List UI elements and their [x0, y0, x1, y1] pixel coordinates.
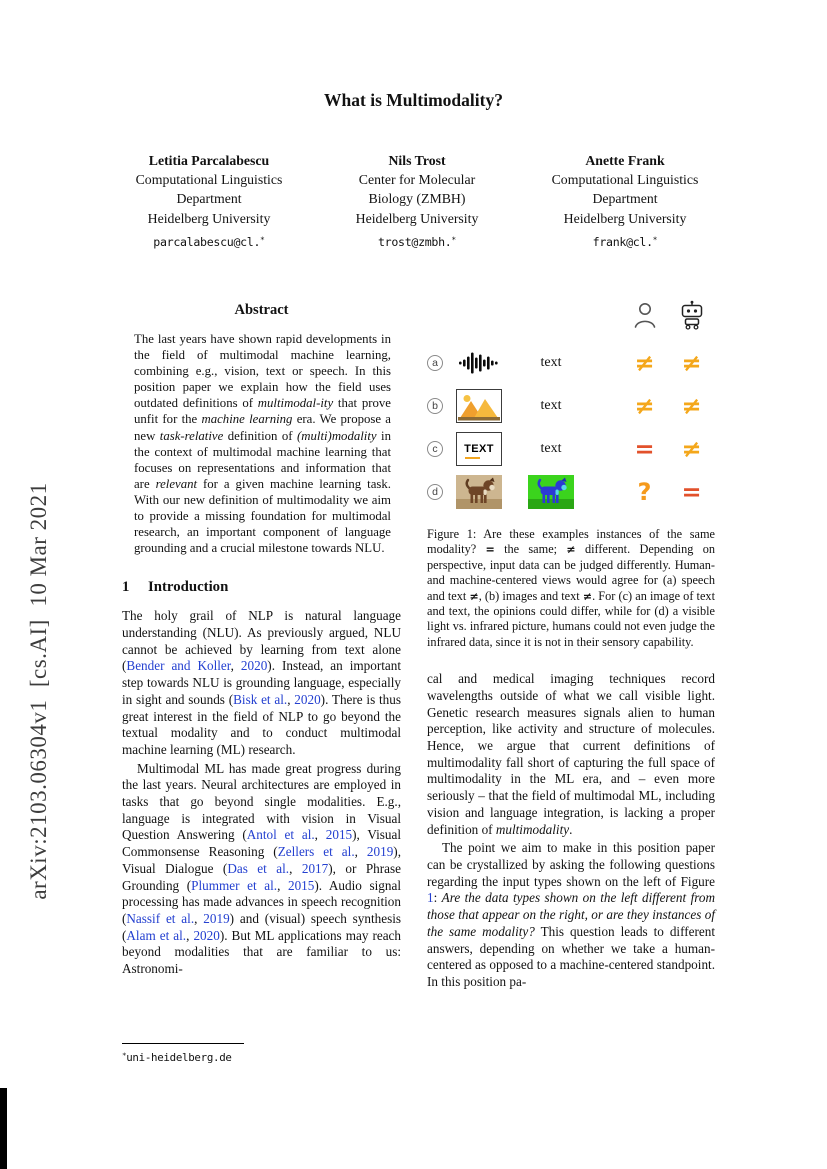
text-segment: ,: [289, 860, 302, 876]
citation-link[interactable]: 2020: [240, 658, 268, 674]
author-block-1: [105, 151, 313, 252]
text-segment: ) and (visual) speech synthesis (: [122, 910, 402, 943]
abstract-heading: Abstract: [234, 302, 289, 318]
text-in-image: TEXT: [464, 443, 494, 455]
author-affiliation-line: Computational Linguistics: [135, 172, 283, 188]
citation-link[interactable]: Zellers et al.: [277, 844, 355, 860]
citation-link[interactable]: 2020: [294, 691, 321, 707]
citation-link[interactable]: Alam et al.: [126, 927, 187, 943]
citation-link[interactable]: 1: [427, 890, 434, 906]
text-segment: Multimodal ML has made great progress during the last years. Neural architectures are employed in tasks that go beyond single modalities. E.g., language is integrated with vision in Visual Question Answering (: [122, 760, 401, 843]
text-segment: ). Instead, an important step towards NLU is grounding language, especially in sight and sounds (: [122, 658, 402, 707]
machine-judgment-b: ≠: [681, 392, 702, 420]
text-segment: ,: [277, 877, 288, 893]
row-label-a: a: [427, 355, 443, 371]
intro-paragraph-2: [122, 761, 401, 978]
footnote-divider: [122, 1043, 244, 1044]
text-segment: ≠: [566, 543, 576, 557]
text-segment: multimodal-: [257, 396, 321, 411]
section-title: Introduction: [148, 579, 229, 596]
text-segment: multimodality: [495, 821, 570, 837]
text-segment: ). Audio signal processing has made advances in speech recognition (: [122, 877, 401, 926]
text-segment: ). But ML applications may reach beyond modalities that are familiar to us: Astronomi-: [122, 927, 401, 977]
abstract-text: [134, 331, 391, 556]
machine-judgment-d: =: [681, 478, 702, 506]
citation-link[interactable]: Bender and Koller: [126, 658, 231, 674]
author-affiliation-line: Heidelberg University: [355, 210, 479, 226]
text-segment: machine learning: [201, 412, 293, 427]
text-segment: :: [433, 890, 442, 906]
human-column-header: [621, 300, 668, 334]
author-email: parcalabescu@cl.∗: [153, 233, 265, 249]
visible-light-dog-photo: [456, 475, 502, 509]
text-segment: definition of: [223, 428, 297, 443]
text-segment: cal and medical imaging techniques record wavelengths outside of what we call visible light. Genetic research measures signals alien to human perception, like activity and structure of molecules. Hence, we argue that current definitions of multimodality fall short of capturing the full space of multimodality in the ML era, and – even more seriously – that the field of multimodal ML, including vision and language integration, is lacking a proper definition of: [427, 671, 715, 837]
footnote-marker: ∗: [652, 233, 658, 243]
text-segment: The last years have shown rapid developments in the field of multimodal machine learning, combining e.g., vision, text or speech. In this position paper we explain how the field uses outdated definitions of: [134, 332, 391, 411]
human-judgment-c: =: [634, 435, 655, 463]
author-block-2: [313, 151, 521, 252]
author-affiliation-line: Heidelberg University: [563, 210, 687, 226]
citation-link[interactable]: Antol et al.: [246, 827, 315, 843]
text-segment: . For (c) an image of text and text, the opinions could differ, while for (d) a visible light vs. infrared picture, humans could not even judge the infrared data, since it is not in their sensory capability.: [427, 588, 715, 649]
footnote-text: ∗uni-heidelberg.de: [122, 1049, 232, 1064]
text-segment: era. We propose a new: [134, 412, 391, 443]
footnote-marker: ∗: [122, 1049, 127, 1059]
citation-link[interactable]: 2017: [301, 860, 329, 876]
row-label-b: b: [427, 398, 443, 414]
right-paragraph-2: [427, 840, 715, 990]
text-segment: ), Visual Commonsense Reasoning (: [122, 827, 402, 860]
text-segment: ,: [230, 658, 241, 674]
text-segment: in the context of multimodal machine learning that focuses on representations and information that are: [134, 428, 391, 491]
citation-link[interactable]: 2015: [287, 877, 315, 893]
citation-link[interactable]: Bisk et al.: [233, 691, 288, 707]
human-judgment-a: ≠: [634, 349, 655, 377]
row-label-c: c: [427, 441, 443, 457]
text-segment: Figure 1: Are these examples instances of the same modality?: [427, 527, 715, 557]
audio-waveform-icon: [457, 351, 501, 375]
author-affiliation-line: Center for Molecular: [358, 172, 476, 188]
author-email: trost@zmbh.∗: [377, 233, 456, 249]
machine-judgment-c: ≠: [681, 435, 702, 463]
text-segment: (multi)modality: [296, 428, 377, 443]
arxiv-watermark: arXiv:2103.06304v1 [cs.AI] 10 Mar 2021: [26, 482, 51, 900]
text-segment: .: [569, 821, 573, 837]
figure-row-d: [427, 473, 715, 511]
figure-row-b: [427, 387, 715, 425]
text-segment: ), or Phrase Grounding (: [122, 860, 401, 893]
landscape-picture-icon: [456, 389, 502, 423]
person-outline-icon: [632, 300, 658, 330]
citation-link[interactable]: 2019: [366, 844, 394, 860]
human-judgment-b: ≠: [634, 392, 655, 420]
figure-caption: [427, 527, 715, 650]
figure-row-c: [427, 430, 715, 468]
text-segment: task-relative: [159, 428, 224, 443]
author-name: Letitia Parcalabescu: [148, 153, 270, 168]
page-edge-artifact: [0, 1088, 7, 1169]
citation-link[interactable]: 2019: [203, 910, 230, 926]
footnote-block: [122, 1043, 401, 1066]
row-label-d: d: [427, 484, 443, 500]
text-segment: ≠: [582, 589, 593, 603]
text-segment: The point we aim to make in this position paper can be crystallized by asking the following questions regarding the input types shown on the left of Figure: [427, 840, 715, 889]
text-segment: ,: [186, 927, 194, 943]
citation-link[interactable]: 2020: [193, 927, 220, 943]
section-number: 1: [122, 579, 130, 596]
author-affiliation-line: Department: [592, 191, 658, 207]
text-segment: ), Visual Dialogue (: [122, 844, 401, 876]
footnote-marker: ∗: [451, 233, 456, 243]
text-segment: =: [485, 543, 495, 557]
section-heading-introduction: [122, 579, 401, 596]
text-modality-label: text: [540, 441, 562, 456]
text-modality-label: text: [540, 355, 562, 370]
image-of-text-icon: [456, 432, 502, 466]
text-segment: for a given machine learning task. With our new definition of multimodality we aim to provide a missing foundation for multimodal research, an important component of language grounding and a crucial milestone towards NLU.: [134, 476, 391, 556]
author-name: Anette Frank: [585, 153, 665, 168]
text-segment: the same;: [494, 542, 567, 557]
citation-link[interactable]: Das et al.: [227, 860, 290, 876]
text-segment: ,: [314, 827, 326, 843]
human-judgment-d: ?: [637, 478, 652, 506]
right-paragraph-1: [427, 671, 715, 838]
text-segment: different. Depending on perspective, input data can be judged differently. Human- and machine-centered views would agree for (a) speech and text: [427, 542, 715, 603]
text-segment: ,: [194, 910, 204, 926]
machine-column-header: [668, 300, 715, 334]
intro-paragraph-1: [122, 608, 401, 758]
left-column: [122, 302, 401, 978]
author-block-3: [521, 151, 729, 252]
figure-header: [427, 298, 715, 334]
author-affiliation-line: Heidelberg University: [147, 210, 271, 226]
text-modality-label: text: [540, 398, 562, 413]
text-segment: ,: [354, 844, 367, 860]
figure-1: [427, 298, 715, 511]
text-segment: ,: [287, 691, 295, 707]
author-name: Nils Trost: [388, 153, 446, 168]
author-affiliation-line: Computational Linguistics: [551, 172, 699, 188]
robot-icon: [677, 300, 707, 330]
text-segment: relevant: [155, 476, 198, 491]
text-segment: that prove unfit for the: [134, 396, 391, 427]
author-affiliation-line: Department: [176, 191, 242, 207]
right-column: [427, 298, 715, 991]
text-segment: Are the data types shown on the left different from those that appear on the right, or are they instances of the same modality?: [427, 890, 715, 939]
paper-title: What is Multimodality?: [324, 90, 503, 110]
machine-judgment-a: ≠: [681, 349, 702, 377]
footnote-marker: ∗: [260, 233, 265, 243]
author-row: [105, 151, 729, 252]
citation-link[interactable]: 2015: [325, 827, 353, 843]
text-segment: ). There is thus great interest in the field of NLP to go beyond the textual modality and to conduct multimodal machine learning (ML) research.: [122, 691, 401, 757]
text-segment: ity: [320, 396, 334, 411]
highlight-mark: [465, 457, 480, 460]
text-segment: The holy grail of NLP is natural language understanding (NLU). As previously argued, NLU cannot be achieved by learning from text alone (: [122, 608, 401, 674]
author-affiliation-line: Biology (ZMBH): [368, 191, 466, 207]
infrared-dog-photo: [528, 475, 574, 509]
text-segment: ≠: [469, 589, 479, 603]
citation-link[interactable]: Nassif et al.: [126, 910, 195, 926]
figure-row-a: [427, 344, 715, 382]
text-segment: This question leads to different answers, depending on whether we take a human-centered as opposed to a machine-centered standpoint. In this position pa-: [427, 923, 715, 989]
citation-link[interactable]: Plummer et al.: [191, 877, 278, 893]
author-email: frank@cl.∗: [592, 233, 658, 249]
text-segment: , (b) images and text: [478, 588, 583, 603]
